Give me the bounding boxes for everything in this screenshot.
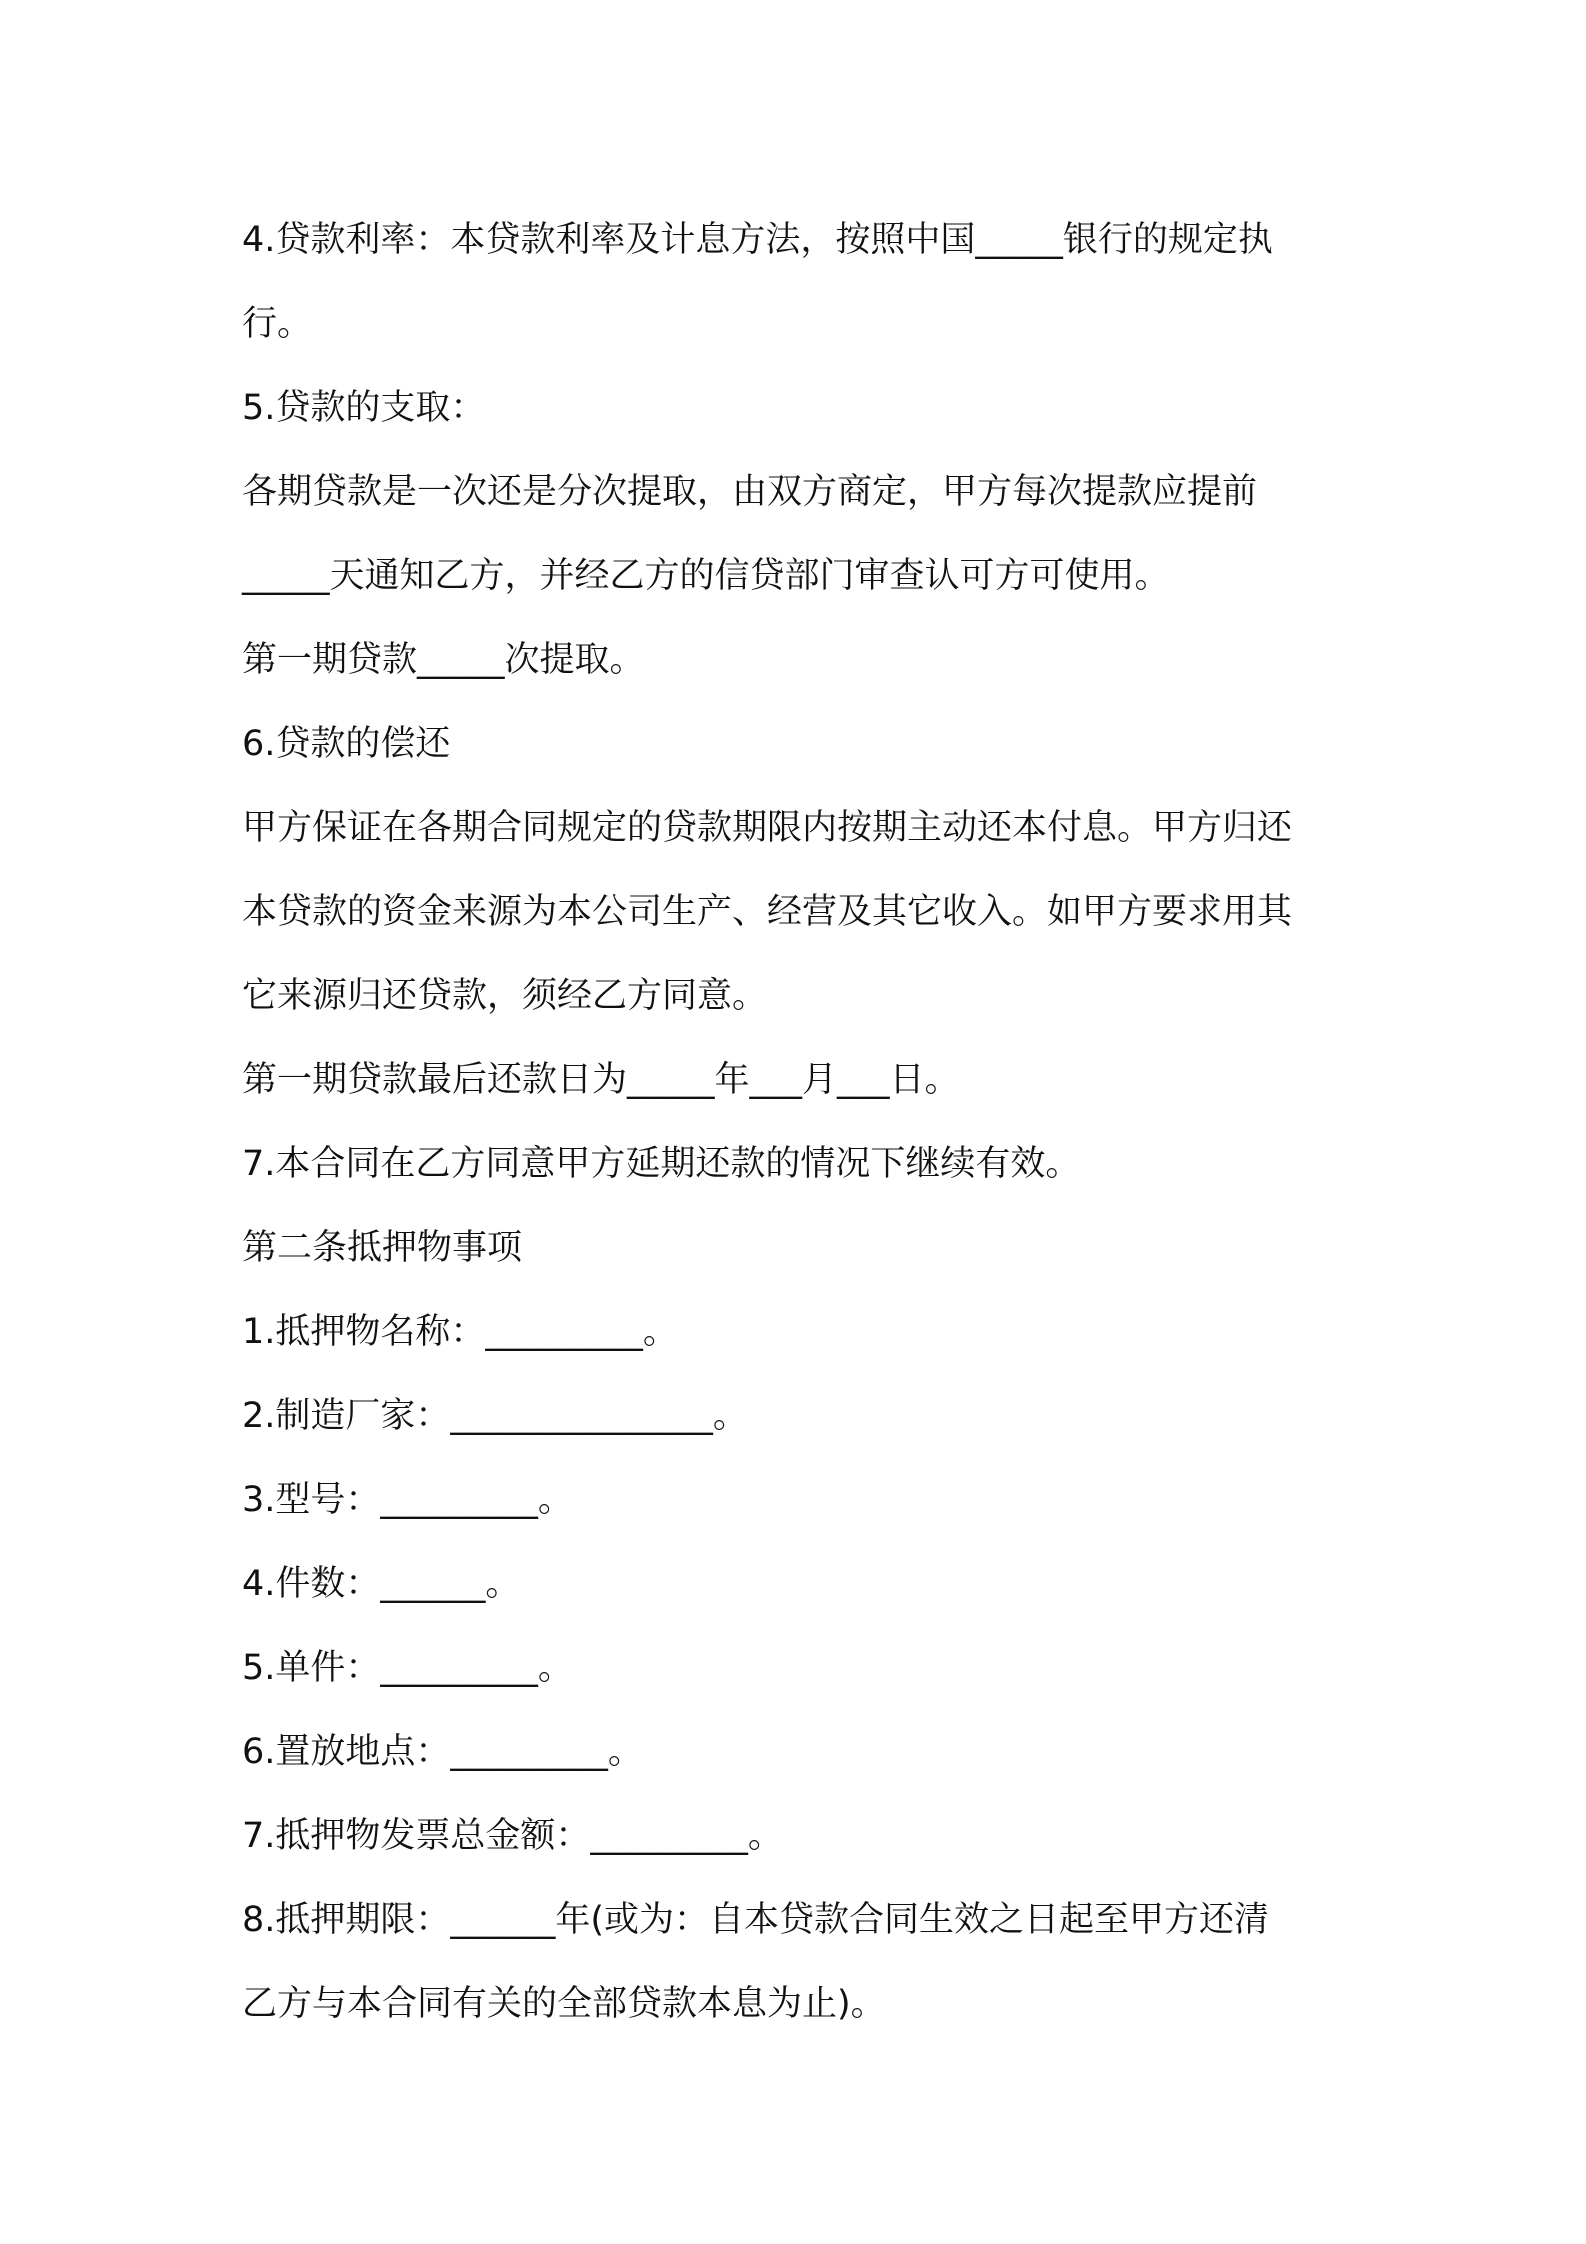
- text-line: 7.本合同在乙方同意甲方延期还款的情况下继续有效。: [242, 1144, 1081, 1184]
- article-heading: 第二条抵押物事项: [242, 1228, 523, 1268]
- list-item: 5.单件：_________。: [242, 1648, 573, 1688]
- text-line: 它来源归还贷款，须经乙方同意。: [242, 976, 768, 1016]
- text-line: 甲方保证在各期合同规定的贷款期限内按期主动还本付息。甲方归还: [242, 808, 1293, 848]
- list-item: 2.制造厂家：_______________。: [242, 1396, 748, 1436]
- text-line: 行。: [242, 304, 313, 344]
- text-line: 第一期贷款_____次提取。: [242, 640, 645, 680]
- text-line: _____天通知乙方，并经乙方的信贷部门审查认可方可使用。: [242, 556, 1170, 596]
- list-item: 1.抵押物名称：_________。: [242, 1312, 678, 1352]
- text-line: 本贷款的资金来源为本公司生产、经营及其它收入。如甲方要求用其: [242, 892, 1293, 932]
- text-line: 乙方与本合同有关的全部贷款本息为止)。: [242, 1984, 886, 2024]
- document-body: [242, 198, 1362, 2046]
- text-line: 各期贷款是一次还是分次提取，由双方商定，甲方每次提款应提前: [242, 472, 1258, 512]
- text-line: 第一期贷款最后还款日为_____年___月___日。: [242, 1060, 960, 1100]
- section-heading: 5.贷款的支取：: [242, 388, 486, 428]
- list-item: 4.件数：______。: [242, 1564, 521, 1604]
- text-line: 4.贷款利率：本贷款利率及计息方法，按照中国_____银行的规定执: [242, 220, 1273, 260]
- list-item: 6.置放地点：_________。: [242, 1732, 643, 1772]
- list-item: 8.抵押期限：______年(或为：自本贷款合同生效之日起至甲方还清: [242, 1900, 1270, 1940]
- section-heading: 6.贷款的偿还: [242, 724, 451, 764]
- list-item: 3.型号：_________。: [242, 1480, 573, 1520]
- list-item: 7.抵押物发票总金额：_________。: [242, 1816, 783, 1856]
